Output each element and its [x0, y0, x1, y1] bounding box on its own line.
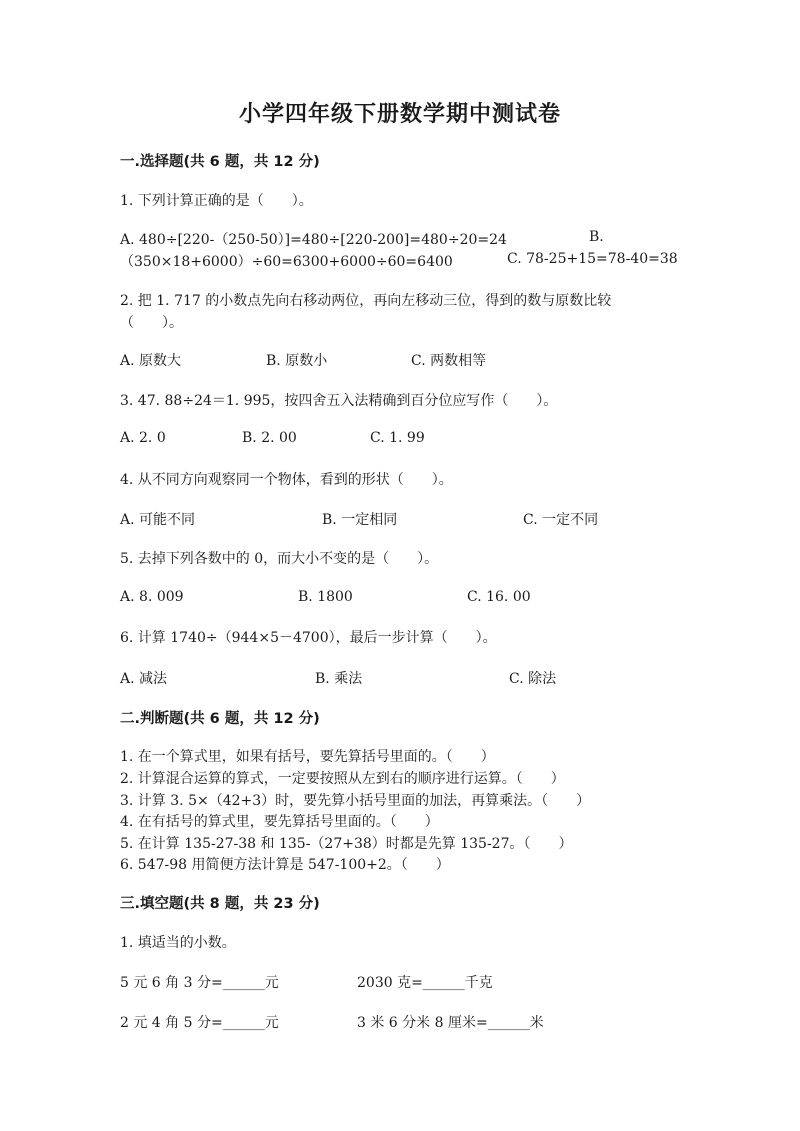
question-2-option-c: C. 两数相等 [411, 353, 487, 369]
question-6-option-a: A. 减法 [120, 671, 168, 687]
question-2-stem-line-1: 2. 把 1. 717 的小数点先向右移动两位，再向左移动三位，得到的数与原数比较 [120, 293, 612, 309]
question-5-stem: 5. 去掉下列各数中的 0，而大小不变的是（ ）。 [120, 551, 439, 567]
section-heading-fill: 三.填空题(共 8 题，共 23 分) [120, 896, 320, 912]
question-1-option-c: C. 78-25+15=78-40=38 [507, 251, 678, 267]
question-6-option-b: B. 乘法 [315, 671, 363, 687]
question-1-option-b-label: B. [589, 229, 604, 245]
question-3-option-a: A. 2. 0 [120, 430, 166, 446]
question-1-option-b: （350×18+6000）÷60=6300+6000÷60=6400 [120, 254, 453, 270]
fill-item-3: 2 元 4 角 5 分=______元 [120, 1015, 279, 1031]
question-2-option-a: A. 原数大 [120, 353, 182, 369]
fill-question-1-stem: 1. 填适当的小数。 [120, 935, 236, 951]
fill-item-4: 3 米 6 分米 8 厘米=______米 [357, 1015, 544, 1031]
judge-item-1: 1. 在一个算式里，如果有括号，要先算括号里面的。（ ） [120, 749, 495, 765]
question-5-option-a: A. 8. 009 [120, 589, 184, 605]
section-heading-judge: 二.判断题(共 6 题，共 12 分) [120, 711, 320, 727]
question-2-option-b: B. 原数小 [266, 353, 328, 369]
question-5-option-b: B. 1800 [298, 589, 353, 605]
question-3-option-b: B. 2. 00 [242, 430, 297, 446]
section-heading-choice: 一.选择题(共 6 题，共 12 分) [120, 154, 320, 170]
question-3-option-c: C. 1. 99 [370, 430, 425, 446]
page-title: 小学四年级下册数学期中测试卷 [238, 102, 561, 127]
question-5-option-c: C. 16. 00 [467, 589, 531, 605]
question-4-option-b: B. 一定相同 [322, 512, 398, 528]
question-6-stem: 6. 计算 1740÷（944×5－4700），最后一步计算（ ）。 [120, 630, 497, 646]
judge-item-2: 2. 计算混合运算的算式，一定要按照从左到右的顺序进行运算。（ ） [120, 771, 565, 787]
judge-item-3: 3. 计算 3. 5×（42+3）时，要先算小括号里面的加法，再算乘法。（ ） [120, 793, 591, 809]
fill-item-2: 2030 克=______千克 [357, 975, 493, 991]
question-4-option-c: C. 一定不同 [523, 512, 599, 528]
question-4-stem: 4. 从不同方向观察同一个物体，看到的形状（ ）。 [120, 472, 453, 488]
judge-item-5: 5. 在计算 135-27-38 和 135-（27+38）时都是先算 135-27。（ ） [120, 836, 573, 852]
judge-item-6: 6. 547-98 用简便方法计算是 547-100+2。（ ） [120, 857, 450, 873]
question-1-stem: 1. 下列计算正确的是（ ）。 [120, 193, 313, 209]
question-1-option-a: A. 480÷[220-（250-50）]=480÷[220-200]=480÷20=24 [120, 232, 507, 248]
question-4-option-a: A. 可能不同 [120, 512, 196, 528]
question-3-stem: 3. 47. 88÷24＝1. 995，按四舍五入法精确到百分位应写作（ ）。 [120, 393, 558, 409]
judge-item-4: 4. 在有括号的算式里，要先算括号里面的。（ ） [120, 814, 439, 830]
question-6-option-c: C. 除法 [509, 671, 557, 687]
fill-item-1: 5 元 6 角 3 分=______元 [120, 975, 279, 991]
question-2-stem-line-2: （ ）。 [120, 315, 183, 331]
